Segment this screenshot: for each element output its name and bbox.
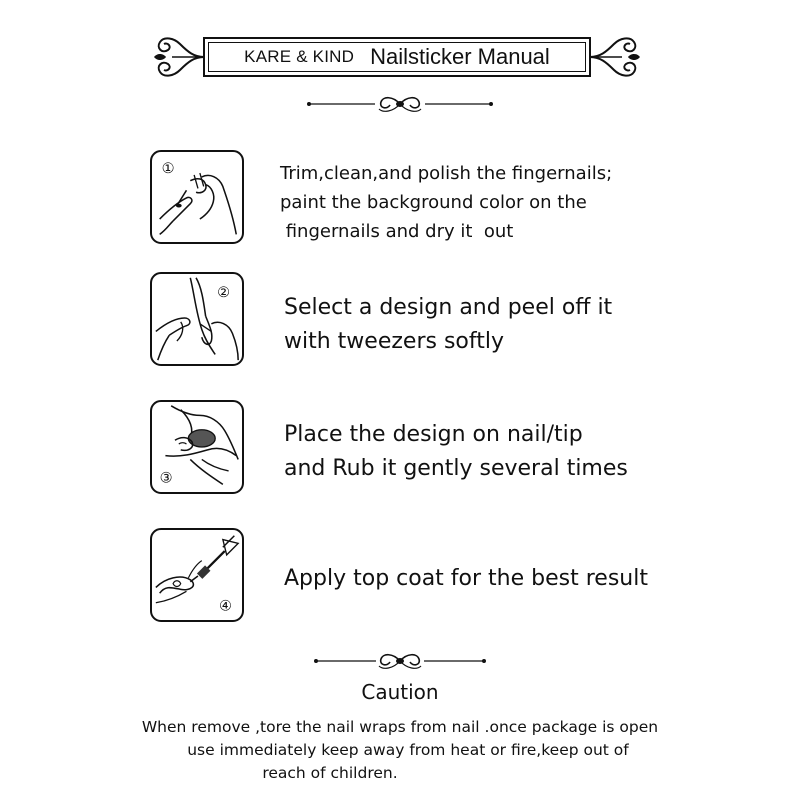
- step2-line: with tweezers softly: [284, 329, 504, 354]
- step3-instructions: [284, 418, 628, 486]
- caution-line: When remove ,tore the nail wraps from nail .once package is open: [141, 718, 659, 736]
- step1-instructions: [280, 159, 612, 246]
- trim-nails-illustration: [152, 152, 242, 242]
- left-flourish-ornament: [150, 32, 206, 82]
- brand-name: KARE & KIND: [244, 47, 355, 66]
- step4-line: Apply top coat for the best result: [284, 566, 648, 591]
- step3-illustration-box: [150, 400, 244, 494]
- step4-instructions: [284, 562, 648, 596]
- bottom-divider-ornament: [312, 650, 488, 672]
- right-flourish-ornament: [588, 32, 644, 82]
- step2-illustration-box: [150, 272, 244, 366]
- caution-text: [0, 716, 800, 785]
- step1-line: Trim,clean,and polish the fingernails;: [280, 163, 613, 184]
- tweezers-peel-illustration: [152, 274, 242, 364]
- rub-design-illustration: [152, 402, 242, 492]
- title-text: Nailsticker Manual: [370, 44, 550, 69]
- step4-number: ④: [219, 598, 232, 615]
- top-divider-ornament: [305, 92, 495, 116]
- step4-illustration-box: [150, 528, 244, 622]
- step3-number: ③: [159, 470, 173, 487]
- step1-line: paint the background color on the: [280, 192, 587, 213]
- step3-line: Place the design on nail/tip: [284, 422, 583, 447]
- page-title: [203, 37, 591, 77]
- caution-heading: Caution: [361, 680, 439, 704]
- step1-line: fingernails and dry it out: [280, 221, 514, 242]
- step3-line: and Rub it gently several times: [284, 456, 628, 481]
- step1-illustration-box: [150, 150, 244, 244]
- caution-line: reach of children.: [262, 764, 398, 782]
- step2-number: ②: [217, 284, 230, 301]
- caution-line: use immediately keep away from heat or fire,keep out of: [187, 741, 629, 759]
- step2-instructions: [284, 291, 612, 359]
- step1-number: ①: [161, 161, 175, 178]
- top-coat-brush-illustration: [152, 530, 242, 620]
- step2-line: Select a design and peel off it: [284, 295, 613, 320]
